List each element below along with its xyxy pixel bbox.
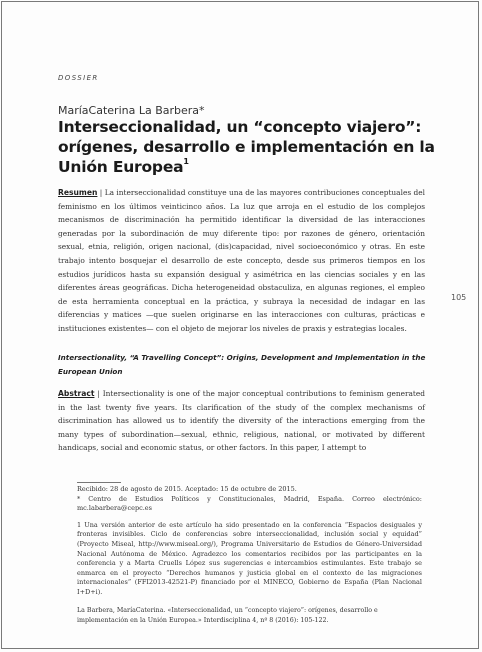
title-footnote-marker: 1: [183, 157, 189, 166]
footnote-1: 1 Una versión anterior de este artículo ha sido presentado en la conferencia “Espacios desiguales y fronteras invisibles. Ciclo de conferencias sobre interseccionalidad, inclusión social y equidad” (Proyecto Miseal, http://www.miseal.org/), Programa Universitario de Estudios de Género-Universidad Nacional Autónoma de México. Agradezco los comentarios recibidos por las participantes en la conferencia y a Marta Cruells López sus sugerencias e intercambios estimulantes. Este trabajo se enmarca en el proyecto “Derechos humanos y justicia global en el contexto de las migraciones internacionales” (FFI2013-42521-P) financiado por el MINECO, Gobierno de España (Plan Nacional I+D+i).: [77, 520, 422, 596]
resumen-label: Resumen: [58, 188, 98, 197]
english-title: Intersectionality, “A Travelling Concept”: Origins, Development and Implementation in the European Union: [58, 353, 426, 376]
page-number: 105: [451, 293, 467, 302]
abstract-paragraph: [58, 387, 425, 455]
resumen-text: | La interseccionalidad constituye una de las mayores contribuciones conceptuales del feminismo en los últimos veinticinco años. La luz que arroja en el estudio de los complejos mecanismos de discriminación ha permitido identificar la diversidad de las interacciones generadas por la subordinación de muy diferente tipo: por razones de género, orientación sexual, etnia, religión, origen nacional, (dis)capacidad, nivel socioeconómico y otras. En este trabajo intento bosquejar el desarrollo de este concepto, desde sus primeros tiempos en los estudios jurídicos hasta su expansión desigual y asimétrica en las ciencias sociales y en las diferentes áreas geográficas. Dicha heterogeneidad obstaculiza, en algunas regiones, el empleo de esta herramienta conceptual en la práctica, y subraya la necesidad de indagar en las diferencias y matices —que suelen originarse en las interacciones con culturas, prácticas e instituciones existentes— con el objeto de mejorar los niveles de praxis y estrategias locales.: [58, 188, 425, 333]
received-dates: Recibido: 28 de agosto de 2015. Aceptado: 15 de octubre de 2015.: [77, 485, 297, 493]
citation: La Barbera, MaríaCaterina. «Interseccionalidad, un “concepto viajero”: orígenes, desarrollo e implementación en la Unión Europea.» Interdisciplina 4, nº 8 (2016): 105-122.: [77, 607, 378, 624]
footnote-divider: [77, 482, 121, 483]
footnotes: [77, 485, 422, 598]
abstract-text: | Intersectionality is one of the major conceptual contributions to feminism generated in the last twenty five years. Its clarification of the study of the complex mechanisms of discrimination has allowed us to identify the diversity of the interactions emerging from the many types of subordination—sexual, ethnic, religious, national, or motivated by different handicaps, social and economic status, or other factors. In this paper, I attempt to: [58, 389, 425, 453]
article-title-text: Interseccionalidad, un “concepto viajero”: orígenes, desarrollo e implementación en la Unión Europea: [58, 118, 435, 176]
article-title: [58, 117, 438, 177]
author-name: MaríaCaterina La Barbera*: [58, 104, 205, 117]
section-label: DOSSIER: [58, 74, 99, 82]
author-affiliation: * Centro de Estudios Políticos y Constitucionales, Madrid, España. Correo electrónico: mc.labarbera@cepc.es: [77, 494, 422, 513]
abstract-label: Abstract: [58, 389, 95, 398]
resumen-paragraph: [58, 186, 425, 336]
